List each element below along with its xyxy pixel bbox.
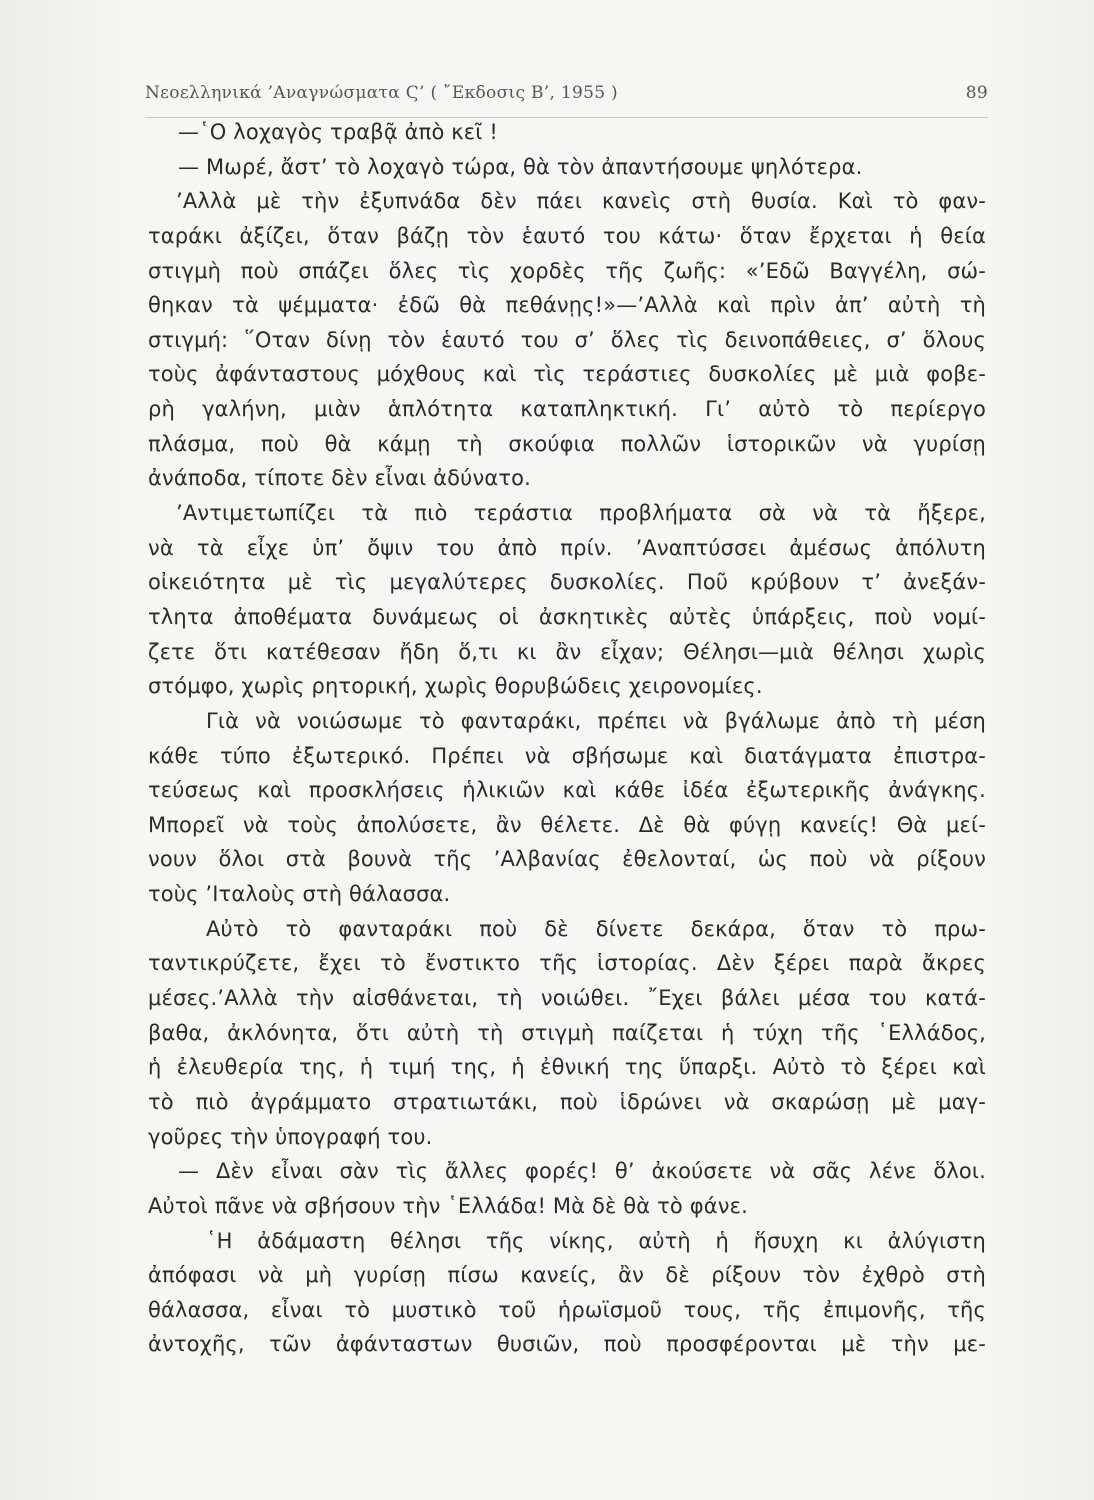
- text-line: στιγμή: ῞Οταν δίνῃ τὸν ἑαυτό του σ’ ὅλες τὶς δεινοπάθειες, σ’ ὅλους: [148, 327, 986, 352]
- text-line: Μπορεῖ νὰ τοὺς ἀπολύσετε, ἂν θέλετε. Δὲ θὰ φύγῃ κανείς! Θὰ μεί-: [148, 812, 986, 837]
- text-line: τλητα ἀποθέματα δυνάμεως οἱ ἀσκητικὲς αὐτὲς ὑπάρξεις, ποὺ νομί-: [148, 604, 986, 629]
- text-line: ταράκι ἀξίζει, ὅταν βάζῃ τὸν ἑαυτό του κάτω· ὅταν ἔρχεται ἡ θεία: [148, 223, 986, 248]
- text-line: ἀντοχῆς, τῶν ἀφάνταστων θυσιῶν, ποὺ προσφέρονται μὲ τὴν με-: [148, 1332, 986, 1357]
- text-line: στιγμὴ ποὺ σπάζει ὅλες τὶς χορδὲς τῆς ζωῆς: «’Εδῶ Βαγγέλη, σώ-: [148, 258, 986, 283]
- text-line: κάθε τύπο ἐξωτερικό. Πρέπει νὰ σβήσωμε καὶ διατάγματα ἐπιστρα-: [148, 743, 986, 768]
- text-line: πλάσμα, ποὺ θὰ κάμῃ τὴ σκούφια πολλῶν ἱστορικῶν νὰ γυρίσῃ: [148, 431, 986, 456]
- text-line: τὸ πιὸ ἀγράμματο στρατιωτάκι, ποὺ ἱδρώνει νὰ σκαρώσῃ μὲ μαγ-: [148, 1089, 986, 1114]
- text-line: ρὴ γαλήνη, μιὰν ἁπλότητα καταπληκτική. Γι’ αὐτὸ τὸ περίεργο: [148, 397, 986, 422]
- text-line: βαθα, ἀκλόνητα, ὅτι αὐτὴ τὴ στιγμὴ παίζεται ἡ τύχη τῆς ῾Ελλάδος,: [148, 1020, 986, 1045]
- text-line: νουν ὅλοι στὰ βουνὰ τῆς ’Αλβανίας ἐθελονταί, ὡς ποὺ νὰ ρίξουν: [148, 847, 986, 872]
- header-title: Νεοελληνικά ’Αναγνώσματα Ϛ’ ( ῎Εκδοσις Β’, 1955 ): [145, 83, 618, 103]
- text-line: οἰκειότητα μὲ τὶς μεγαλύτερες δυσκολίες. Ποῦ κρύβουν τ’ ἀνεξάν-: [148, 570, 986, 595]
- text-line: ἡ ἐλευθερία της, ἡ τιμή της, ἡ ἐθνική της ὕπαρξι. Αὐτὸ τὸ ξέρει καὶ: [148, 1055, 986, 1080]
- body-text: [148, 115, 986, 1362]
- text-line: Γιὰ νὰ νοιώσωμε τὸ φανταράκι, πρέπει νὰ βγάλωμε ἀπὸ τὴ μέση: [206, 708, 986, 733]
- text-line: — Δὲν εἶναι σὰν τὶς ἄλλες φορές! θ’ ἀκούσετε νὰ σᾶς λένε ὅλοι.: [178, 1159, 986, 1184]
- text-line: τοὺς ’Ιταλοὺς στὴ θάλασσα.: [148, 882, 451, 907]
- text-line: Αὐτοὶ πᾶνε νὰ σβήσουν τὴν ῾Ελλάδα! Μὰ δὲ θὰ τὸ φάνε.: [148, 1193, 748, 1218]
- text-line: ζετε ὅτι κατέθεσαν ἤδη ὅ,τι κι ἂν εἶχαν; Θέλησι—μιὰ θέλησι χωρὶς: [148, 639, 986, 664]
- text-line: θηκαν τὰ ψέμματα· ἐδῶ θὰ πεθάνῃς!»—’Αλλὰ καὶ πρὶν ἀπ’ αὐτὴ τὴ: [148, 293, 986, 318]
- text-line: — Μωρέ, ἄστ’ τὸ λοχαγὸ τώρα, θὰ τὸν ἀπαντήσουμε ψηλότερα.: [178, 154, 863, 179]
- text-line: ’Αλλὰ μὲ τὴν ἐξυπνάδα δὲν πάει κανεὶς στὴ θυσία. Καὶ τὸ φαν-: [176, 189, 986, 214]
- text-line: ’Αντιμετωπίζει τὰ πιὸ τεράστια προβλήματα σὰ νὰ τὰ ἤξερε,: [176, 501, 986, 526]
- text-line: μέσες.’Αλλὰ τὴν αἰσθάνεται, τὴ νοιώθει. ῎Εχει βάλει μέσα του κατά-: [148, 986, 986, 1011]
- text-line: τεύσεως καὶ προσκλήσεις ἡλικιῶν καὶ κάθε ἰδέα ἐξωτερικῆς ἀνάγκης.: [148, 778, 986, 803]
- text-line: τοὺς ἀφάνταστους μόχθους καὶ τὶς τεράστιες δυσκολίες μὲ μιὰ φοβε-: [148, 362, 986, 387]
- text-line: θάλασσα, εἶναι τὸ μυστικὸ τοῦ ἡρωϊσμοῦ τους, τῆς ἐπιμονῆς, τῆς: [148, 1297, 986, 1322]
- text-line: νὰ τὰ εἶχε ὑπ’ ὄψιν του ἀπὸ πρίν. ’Αναπτύσσει ἀμέσως ἀπόλυτη: [148, 535, 986, 560]
- text-line: Αὐτὸ τὸ φανταράκι ποὺ δὲ δίνετε δεκάρα, ὅταν τὸ πρω-: [206, 916, 986, 941]
- text-line: ταντικρύζετε, ἔχει τὸ ἔνστικτο τῆς ἱστορίας. Δὲν ξέρει παρὰ ἄκρες: [148, 951, 986, 976]
- page-number: 89: [965, 83, 988, 103]
- text-line: ἀνάποδα, τίποτε δὲν εἶναι ἀδύνατο.: [148, 466, 531, 491]
- text-line: στόμφο, χωρὶς ρητορική, χωρὶς θορυβώδεις χειρονομίες.: [148, 674, 763, 699]
- text-line: —῾Ο λοχαγὸς τραβᾷ ἀπὸ κεῖ !: [178, 120, 498, 144]
- text-line: ἀπόφασι νὰ μὴ γυρίσῃ πίσω κανείς, ἂν δὲ ρίξουν τὸν ἐχθρὸ στὴ: [148, 1263, 986, 1288]
- text-line: γοῦρες τὴν ὑπογραφή του.: [148, 1124, 433, 1149]
- text-line: ῾Η ἀδάμαστη θέλησι τῆς νίκης, αὐτὴ ἡ ἥσυχη κι ἀλύγιστη: [206, 1228, 986, 1253]
- running-header: [145, 83, 988, 117]
